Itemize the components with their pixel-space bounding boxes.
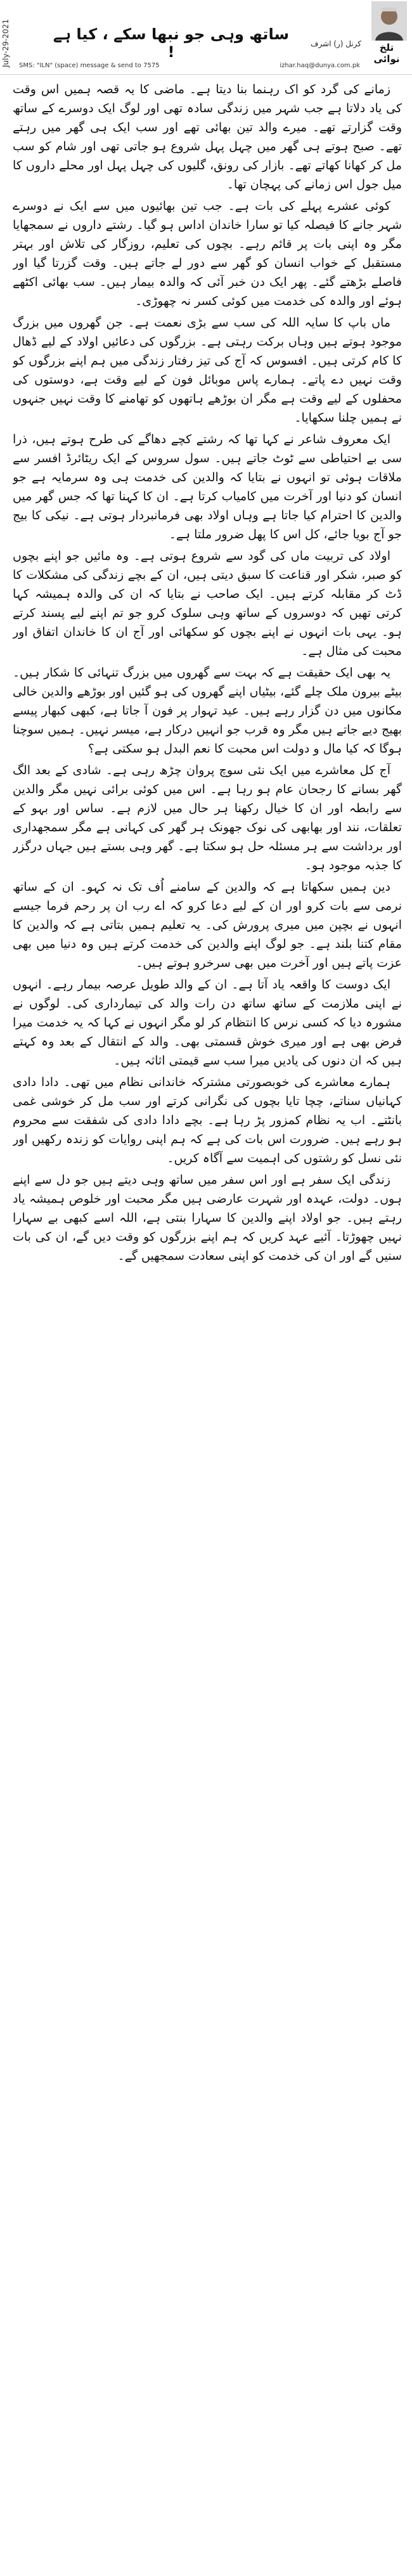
columnist-name: تلخ نوائی (373, 42, 400, 65)
author-byline: کرنل (ر) اشرف (311, 39, 361, 48)
article-paragraph: ماں باپ کا سایہ اللہ کی سب سے بڑی نعمت ہے۔ جن گھروں میں بزرگ موجود ہوتے ہیں وہاں برکت رہتی ہے۔ بزرگوں کی دعائیں اولاد کے لیے ڈھال کا کام کرتی ہیں۔ افسوس کہ آج کی تیز رفتار زندگی میں ہم اپنے بزرگوں کو وقت نہیں دے پاتے۔ ہمارے پاس موبائل فون کے لیے وقت ہے، دوستوں کی محفلوں کے لیے وقت ہے مگر ان بوڑھے ہاتھوں کو تھامنے کا وقت نہیں جنہوں نے ہمیں چلنا سکھایا۔ (13, 316, 402, 425)
article-body (13, 80, 402, 2568)
column-headline: ساتھ وہی جو نبھا سکے ، کیا ہے ! (53, 25, 290, 61)
article-paragraph: یہ بھی ایک حقیقت ہے کہ بہت سے گھروں میں بزرگ تنہائی کا شکار ہیں۔ بیٹے بیرون ملک چلے گئے، بیٹیاں اپنے گھروں کی ہو گئیں اور بوڑھے والدین خالی مکانوں میں دن گزار رہے ہیں۔ عید تہوار پر فون آ جاتا ہے، کبھی کبھار پیسے بھیج دیے جاتے ہیں مگر وہ قرب جو انہیں درکار ہے، میسر نہیں۔ ہمیں سوچنا ہوگا کہ کیا مال و دولت اس محبت کا نعم البدل ہو سکتی ہے؟ (13, 666, 402, 756)
article-paragraph: ایک معروف شاعر نے کہا تھا کہ رشتے کچے دھاگے کی طرح ہوتے ہیں، ذرا سی بے احتیاطی سے ٹوٹ جاتے ہیں۔ سول سروس کے ایک ریٹائرڈ افسر سے ملاقات ہوئی تو انہوں نے بتایا کہ والدین کی خدمت ہی وہ سرمایہ ہے جو انسان کو دنیا اور آخرت میں کامیاب کرتا ہے۔ ان کا کہنا تھا کہ جس گھر میں والدین کا احترام کیا جاتا ہے وہاں اولاد بھی فرمانبردار ہوتی ہے۔ نیکی کا بیج جو آج بویا جائے، کل اس کا پھل ضرور ملتا ہے۔ (13, 432, 402, 541)
article-paragraph: ہمارے معاشرے کی خوبصورتی مشترکہ خاندانی نظام میں تھی۔ دادا دادی کہانیاں سناتے، چچا تایا بچوں کی نگرانی کرتے اور سب مل کر خوشی غمی بانٹتے۔ اب یہ نظام کمزور پڑ رہا ہے۔ بچے دادا دادی کی شفقت سے محروم ہو رہے ہیں۔ ضرورت اس بات کی ہے کہ ہم اپنی روایات کو زندہ رکھیں اور نئی نسل کو رشتوں کی اہمیت سے آگاہ کریں۔ (13, 1075, 402, 1165)
author-email: izhar.haq@dunya.com.pk (280, 62, 360, 69)
article-paragraph: آج کل معاشرے میں ایک نئی سوچ پروان چڑھ رہی ہے۔ شادی کے بعد الگ گھر بسانے کا رجحان عام ہو رہا ہے۔ اس میں کوئی برائی نہیں مگر والدین سے رابطہ اور ان کا خیال رکھنا ہر حال میں لازم ہے۔ ساس اور بہو کے تعلقات، نند اور بھابھی کی نوک جھونک ہر گھر کی کہانی ہے مگر سمجھداری اور برداشت سے ہر مسئلہ حل ہو سکتا ہے۔ گھر وہی بستے ہیں جہاں درگزر کا جذبہ موجود ہو۔ (13, 763, 402, 872)
article-paragraph: زمانے کی گرد کو اک رہنما بنا دیتا ہے۔ ماضی کا یہ قصہ ہمیں اس وقت کی یاد دلاتا ہے جب شہر میں زندگی سادہ تھی اور لوگ ایک دوسرے کے ساتھ وقت گزارتے تھے۔ میرے والد تین بھائی تھے اور سب ایک ہی گھر میں رہتے تھے۔ صبح ہوتے ہی گھر میں چہل پہل شروع ہو جاتی تھی اور شام کو سب مل کر کھانا کھاتے تھے۔ بازار کی رونق، گلیوں کی چہل پہل اور محلے داروں کا میل جول اس زمانے کی پہچان تھا۔ (13, 82, 402, 191)
article-paragraph: اولاد کی تربیت ماں کی گود سے شروع ہوتی ہے۔ وہ مائیں جو اپنے بچوں کو صبر، شکر اور قناعت کا سبق دیتی ہیں، ان کے بچے زندگی کی مشکلات کا ڈٹ کر مقابلہ کرتے ہیں۔ ایک صاحب نے بتایا کہ ان کی والدہ ہمیشہ کہا کرتی تھیں کہ دوسروں کے ساتھ وہی سلوک کرو جو تم اپنے لیے پسند کرتے ہو۔ یہی بات انہوں نے اپنے بچوں کو سکھائی اور آج ان کا خاندان اتفاق اور محبت کی مثال ہے۔ (13, 549, 402, 658)
article-paragraph: دین ہمیں سکھاتا ہے کہ والدین کے سامنے اُف تک نہ کہو۔ ان کے ساتھ نرمی سے بات کرو اور ان کے لیے دعا کرو کہ اے رب ان پر رحم فرما جیسے انہوں نے بچپن میں میری پرورش کی۔ یہ تعلیم ہمیں بتاتی ہے کہ والدین کا مقام کتنا بلند ہے۔ جو لوگ اپنے والدین کی خدمت کرتے ہیں وہ دنیا میں بھی عزت پاتے ہیں اور آخرت میں بھی سرخرو ہوتے ہیں۔ (13, 880, 402, 970)
author-photo (371, 1, 407, 41)
sms-instructions: SMS: "ILN" (space) message & send to 7575 (19, 62, 160, 69)
column-header (0, 0, 412, 75)
article-paragraph: ایک دوست کا واقعہ یاد آتا ہے۔ ان کے والد طویل عرصہ بیمار رہے۔ انہوں نے اپنی ملازمت کے ساتھ ساتھ دن رات والد کی تیمارداری کی۔ لوگوں نے مشورہ دیا کہ کسی نرس کا انتظام کر لو مگر انہوں نے کہا کہ یہ خدمت میرا فرض بھی ہے اور میری خوش قسمتی بھی۔ والد کے انتقال کے بعد وہ کہتے ہیں کہ ان دنوں کی یادیں میرا سب سے قیمتی اثاثہ ہیں۔ (13, 978, 402, 1068)
article-paragraph: کوئی عشرے پہلے کی بات ہے۔ جب تین بھائیوں میں سے ایک نے دوسرے شہر جانے کا فیصلہ کیا تو سارا خاندان اداس ہو گیا۔ رشتے داروں نے سمجھایا مگر وہ اپنی بات پر قائم رہے۔ بچوں کی تعلیم، روزگار کی تلاش اور بہتر مستقبل کے خواب انسان کو گھر سے دور لے جاتے ہیں۔ وقت گزرتا گیا اور فاصلے بڑھتے گئے۔ پھر ایک دن خبر آئی کہ والدہ بیمار ہیں۔ سب بھائی اکٹھے ہوئے اور والدہ کی خدمت میں کوئی کسر نہ چھوڑی۔ (13, 199, 402, 308)
article-paragraph: زندگی ایک سفر ہے اور اس سفر میں ساتھ وہی دیتے ہیں جو دل سے اپنے ہوں۔ دولت، عہدہ اور شہرت عارضی ہیں مگر محبت اور خلوص ہمیشہ یاد رہتے ہیں۔ جو اولاد اپنے والدین کا سہارا بنتی ہے، اللہ اسے کبھی بے سہارا نہیں چھوڑتا۔ آئیے عہد کریں کہ ہم اپنے بزرگوں کو وقت دیں گے، ان کی بات سنیں گے اور ان کی خدمت کو اپنی سعادت سمجھیں گے۔ (13, 1173, 402, 1263)
publish-date: July-29-2021 (1, 19, 10, 67)
author-portrait-icon (371, 1, 407, 41)
